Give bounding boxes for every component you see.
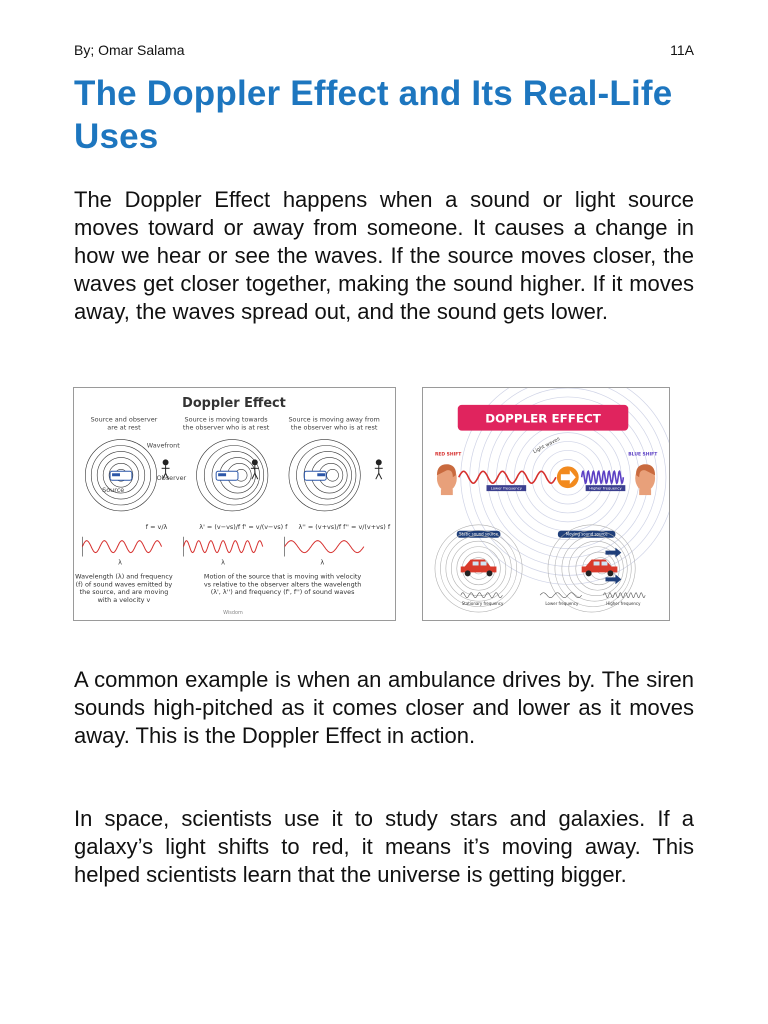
col1-heading-line1: Source and observer xyxy=(90,415,158,424)
caption-left-line: (f) of sound waves emitted by xyxy=(75,580,173,589)
lambda-label: λ xyxy=(221,558,226,567)
van-icon xyxy=(110,471,132,480)
caption-right-line: vs relative to the observer alters the wavelength xyxy=(203,580,362,589)
higher-frequency-label-bottom: Higher frequency xyxy=(606,601,641,607)
frequency-wave-samples xyxy=(461,593,645,598)
caption-right-line: (λ', λ'') and frequency (f', f'') of sound waves xyxy=(210,588,355,597)
caption-left-line: with a velocity v xyxy=(97,596,151,605)
page-header xyxy=(74,42,694,58)
col3-heading-line1: Source is moving away from xyxy=(288,415,380,424)
sine-wave xyxy=(285,541,364,553)
col2-heading-line1: Source is moving towards xyxy=(184,415,268,424)
van-icon xyxy=(216,471,238,480)
doppler-diagram xyxy=(74,388,395,620)
col3-heading-line2: the observer who is at rest xyxy=(290,423,378,432)
light-waves-label: Light waves xyxy=(532,436,562,456)
observer-icon xyxy=(375,460,383,479)
doppler-diagram-figure xyxy=(73,387,396,621)
observer-label: Observer xyxy=(156,474,187,483)
space-paragraph: In space, scientists use it to study stars and galaxies. If a galaxy’s light shifts to red, it means it’s moving away. This helped scientists learn that the universe is getting bigger. xyxy=(74,806,694,887)
grade-label: 11A xyxy=(670,42,694,58)
wave-ring xyxy=(327,469,339,481)
lambda-label: λ xyxy=(320,558,325,567)
lower-frequency-label-bottom: Lower frequency xyxy=(545,601,579,607)
blue-shift-label: BLUE SHIFT xyxy=(628,452,658,458)
stationary-frequency-label: Stationary frequency xyxy=(461,601,504,607)
higher-frequency-label: Higher frequency xyxy=(589,486,622,491)
formula-away: λ'' = (v+vs)/f f'' = v/(v+vs) f xyxy=(298,522,391,531)
col2-heading-line2: the observer who is at rest xyxy=(182,423,270,432)
static-source-label: Static sound source xyxy=(459,531,499,537)
car-icon xyxy=(582,560,618,577)
author-label: By; Omar Salama xyxy=(74,42,185,58)
lambda-label: λ xyxy=(118,558,122,567)
page-title: The Doppler Effect and Its Real-Life Uses xyxy=(74,74,673,156)
lower-frequency-label: Lower frequency xyxy=(490,486,522,491)
caption-left-line: Wavelength (λ) and frequency xyxy=(75,572,173,581)
source-label: Source xyxy=(102,486,125,495)
red-shift-label: RED SHIFT xyxy=(434,452,462,458)
formula-toward: λ' = (v−vs)/f f' = v/(v−vs) f xyxy=(199,522,288,531)
doppler-infographic-figure xyxy=(422,387,670,621)
diagram-title: Doppler Effect xyxy=(182,395,286,411)
observer-icon xyxy=(251,460,259,479)
listener-head-icon xyxy=(437,464,457,495)
sine-wave xyxy=(183,541,262,553)
intro-paragraph: The Doppler Effect happens when a sound or light source moves toward or away from someone. It causes a change in how we hear or see the waves. If the source moves closer, the waves get closer together, making the sound higher. If it moves away, the waves spread out, and the sound gets lower. xyxy=(74,187,694,324)
caption-right-line: Motion of the source that is moving with velocity xyxy=(203,572,362,581)
blue-shift-wave xyxy=(582,471,624,483)
moving-source-label: Moving sound source xyxy=(565,531,608,537)
doppler-infographic xyxy=(423,388,669,620)
caption-left-line: the source, and are moving xyxy=(79,588,169,597)
sine-wave xyxy=(82,541,161,553)
sine-wave xyxy=(461,593,503,598)
ambulance-paragraph: A common example is when an ambulance drives by. The siren sounds high-pitched as it comes closer and lower as it moves away. This is the Doppler Effect in action. xyxy=(74,667,694,748)
sound-wave-graphs xyxy=(82,537,364,557)
col1-heading-line2: are at rest xyxy=(107,423,141,432)
banner-title: DOPPLER EFFECT xyxy=(485,411,601,426)
van-icon xyxy=(304,471,326,480)
credit-label: Wisdom xyxy=(223,610,243,617)
formula-rest: f = v/λ xyxy=(145,522,168,531)
wavefront-label: Wavefront xyxy=(146,441,180,450)
